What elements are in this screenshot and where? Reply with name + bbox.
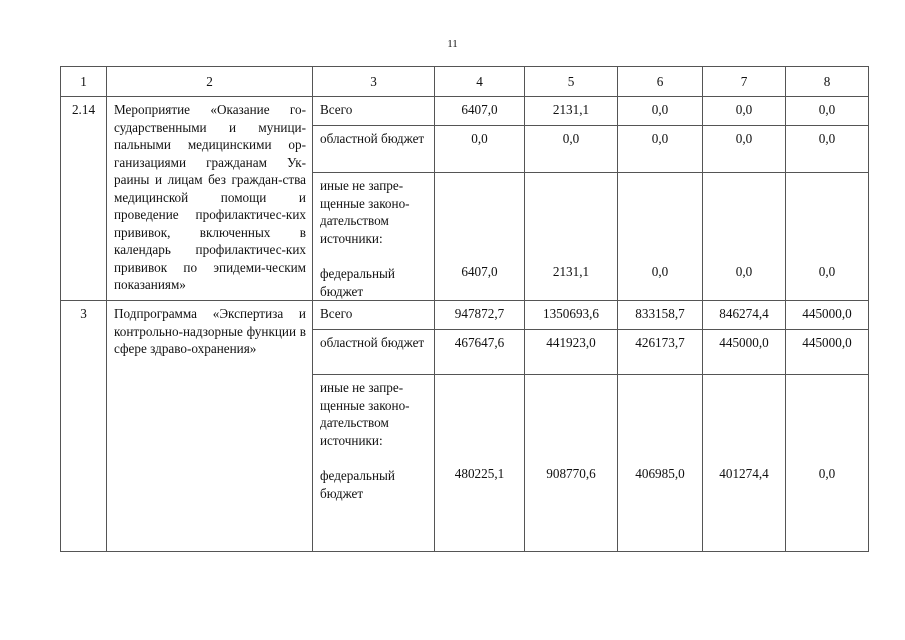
column-header: 2 — [107, 67, 313, 97]
value-cell: 445000,0 — [786, 330, 869, 375]
value-cell: 0,0 — [703, 97, 786, 126]
value-cell: 441923,0 — [525, 330, 618, 375]
value-cell: 0,0 — [786, 126, 869, 173]
column-header: 3 — [313, 67, 435, 97]
value-cell: 6407,0 — [435, 173, 525, 301]
source-label: областной бюджет — [313, 330, 435, 375]
source-label-other: иные не запре-щенные законо-дательством источники: — [320, 380, 410, 448]
source-label-other: иные не запре-щенные законо-дательством источники: — [320, 178, 410, 246]
value-cell: 0,0 — [703, 126, 786, 173]
column-header: 7 — [703, 67, 786, 97]
source-label — [313, 173, 435, 301]
value-cell: 406985,0 — [618, 375, 703, 552]
column-header: 1 — [61, 67, 107, 97]
source-sublabel: федеральный бюджет — [320, 266, 395, 299]
value-cell: 445000,0 — [703, 330, 786, 375]
value-cell: 2131,1 — [525, 97, 618, 126]
value-cell: 0,0 — [525, 126, 618, 173]
value-cell: 0,0 — [435, 126, 525, 173]
value-cell: 6407,0 — [435, 97, 525, 126]
value-cell: 846274,4 — [703, 301, 786, 330]
value-cell: 401274,4 — [703, 375, 786, 552]
source-label: Всего — [313, 301, 435, 330]
value-cell: 0,0 — [618, 126, 703, 173]
value-cell: 0,0 — [618, 97, 703, 126]
source-sublabel: федеральный бюджет — [320, 468, 395, 501]
row-description: Подпрограмма «Экспертиза и контрольно-надзорные функции в сфере здраво-охранения» — [107, 301, 313, 552]
column-header: 8 — [786, 67, 869, 97]
source-label — [313, 375, 435, 552]
column-header: 4 — [435, 67, 525, 97]
column-header: 6 — [618, 67, 703, 97]
value-cell: 2131,1 — [525, 173, 618, 301]
value-cell: 0,0 — [786, 173, 869, 301]
source-label: областной бюджет — [313, 126, 435, 173]
value-cell: 947872,7 — [435, 301, 525, 330]
budget-table — [60, 66, 869, 552]
value-cell: 467647,6 — [435, 330, 525, 375]
row-description: Мероприятие «Оказание го-сударственными и муници-пальными медицинскими ор-ганизациями гражданам Ук-раины и лицам без граждан-ства медицинской помощи и проведение профилактичес-ких прививок, включенных в календарь профилактичес-ких прививок по эпидеми-ческим показаниям» — [107, 97, 313, 301]
value-cell: 0,0 — [703, 173, 786, 301]
value-cell: 0,0 — [786, 97, 869, 126]
page-number: 11 — [447, 38, 458, 50]
value-cell: 426173,7 — [618, 330, 703, 375]
header-row — [61, 67, 869, 97]
row-number: 3 — [61, 301, 107, 552]
value-cell: 0,0 — [618, 173, 703, 301]
value-cell: 0,0 — [786, 375, 869, 552]
table-row — [61, 97, 869, 126]
value-cell: 1350693,6 — [525, 301, 618, 330]
column-header: 5 — [525, 67, 618, 97]
value-cell: 908770,6 — [525, 375, 618, 552]
row-number: 2.14 — [61, 97, 107, 301]
value-cell: 833158,7 — [618, 301, 703, 330]
source-label: Всего — [313, 97, 435, 126]
value-cell: 480225,1 — [435, 375, 525, 552]
table-row — [61, 301, 869, 330]
value-cell: 445000,0 — [786, 301, 869, 330]
